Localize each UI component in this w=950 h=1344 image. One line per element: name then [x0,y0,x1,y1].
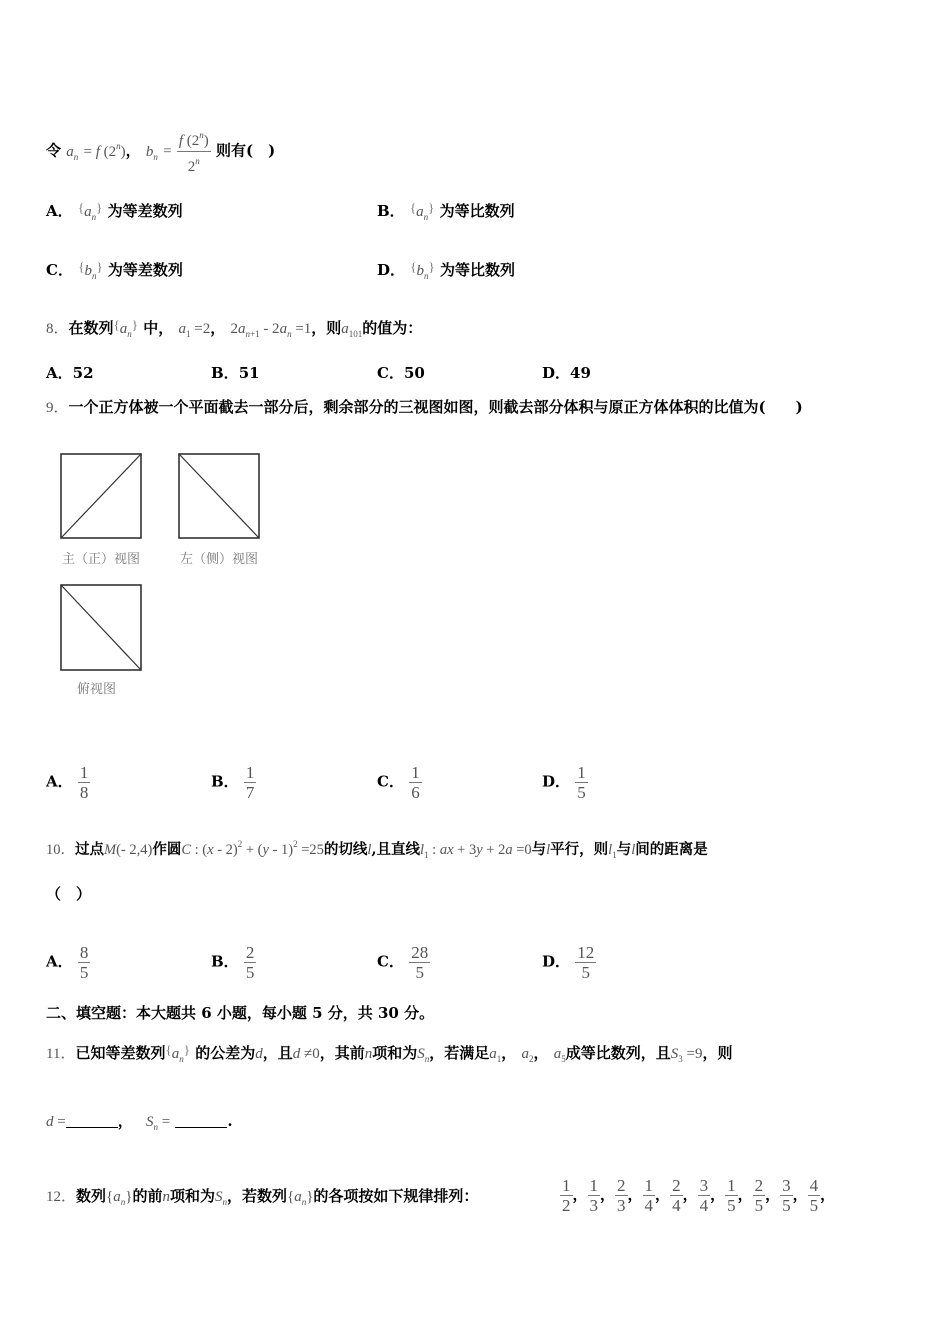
q12-stem: 12．数列$\{a_n\}$的前n项和为$S_n$，若数列$\{a_n\}$的各项按如下规律排列： [46,1187,479,1207]
q10-option-c[interactable]: C． $\frac{28}{5}$ [377,943,429,982]
q10-option-d[interactable]: D． $\frac{12}{5}$ [542,943,595,982]
section-title-fill-in: 二、填空题：本大题共 6 小题，每小题 5 分，共 30 分。 [46,1004,435,1022]
top-view-label: 俯视图 [77,682,117,697]
q9-option-a[interactable]: A． $\frac{1}{8}$ [46,763,89,802]
q7-option-c[interactable]: C． $\{b_n\}$ 为等差数列 [46,259,183,281]
q9-stem: 9．一个正方体被一个平面截去一部分后，剩余部分的三视图如图，则截去部分体积与原正方体体积的比值为( ) [46,398,803,416]
q8-option-d[interactable]: D．49 [542,364,591,382]
top-view-figure [60,584,142,671]
q8-option-a[interactable]: A．52 [46,364,94,382]
q7-option-b[interactable]: B． $\{a_n\}$ 为等比数列 [377,200,515,222]
q8-option-b[interactable]: B．51 [211,364,260,382]
q8-option-c[interactable]: C．50 [377,364,425,382]
side-view-figure [178,453,260,539]
side-view-label: 左（侧）视图 [180,552,259,567]
front-view-label: 主（正）视图 [62,552,141,567]
q11-answer-line: d = ， $S_n$ = . [46,1112,233,1132]
q9-option-b[interactable]: B． $\frac{1}{7}$ [211,763,255,802]
q11-stem: 11．已知等差数列$\{a_n\}$ 的公差为d，且d ≠0，其前n项和为$S_n$，若满足$a_1$， $a_2$， $a_5$成等比数列，且$S_3 =9$，则 [46,1042,733,1064]
q10-option-a[interactable]: A． $\frac{8}{5}$ [46,943,89,982]
blank-sn[interactable] [175,1127,227,1128]
q9-option-c[interactable]: C． $\frac{1}{6}$ [377,763,420,802]
blank-d[interactable] [66,1127,118,1128]
front-view-figure [60,453,142,539]
q10-paren: （ ） [46,885,92,903]
q7-stem: 令 $a_n = f$ (2$^n$)， $b_n$ = $\frac{f (2^n)}{2^n}$ 则有( ) [46,126,275,177]
q8-stem: 8．在数列$\{a_n\}$ 中， $a_1 =2$， $2a_{n+1} - 2a_n =1$，则$a_{101}$的值为： [46,317,423,339]
q12-sequence: $\frac{1}{2}$ ， $\frac{1}{3}$ ， $\frac{2}{3}$ ， $\frac{1}{4}$ ， $\frac{2}{4}$ ， $\frac{3}{4}$ ， $\frac{1}{5}$ ， $\frac{2}{5}$ ， $\frac{3}{5}$ ， $\frac{4}{5}$ ， [562,1176,836,1215]
q7-option-d[interactable]: D． $\{b_n\}$ 为等比数列 [377,259,515,281]
q9-option-d[interactable]: D． $\frac{1}{5}$ [542,763,586,802]
q7-bn-fraction: $\frac{f (2^n)}{2^n}$ [177,126,211,177]
q7-option-a[interactable]: A． $\{a_n\}$ 为等差数列 [46,200,183,222]
q10-stem: 10．过点M(- 2,4)作圆C : (x - 2)$^2$ + (y - 1)$^2$ =25的切线l,且直线$l_1$ : ax + 3y + 2a =0与l平行，则$l_1$与l间的距离是 [46,839,708,860]
q10-option-b[interactable]: B． $\frac{2}{5}$ [211,943,255,982]
